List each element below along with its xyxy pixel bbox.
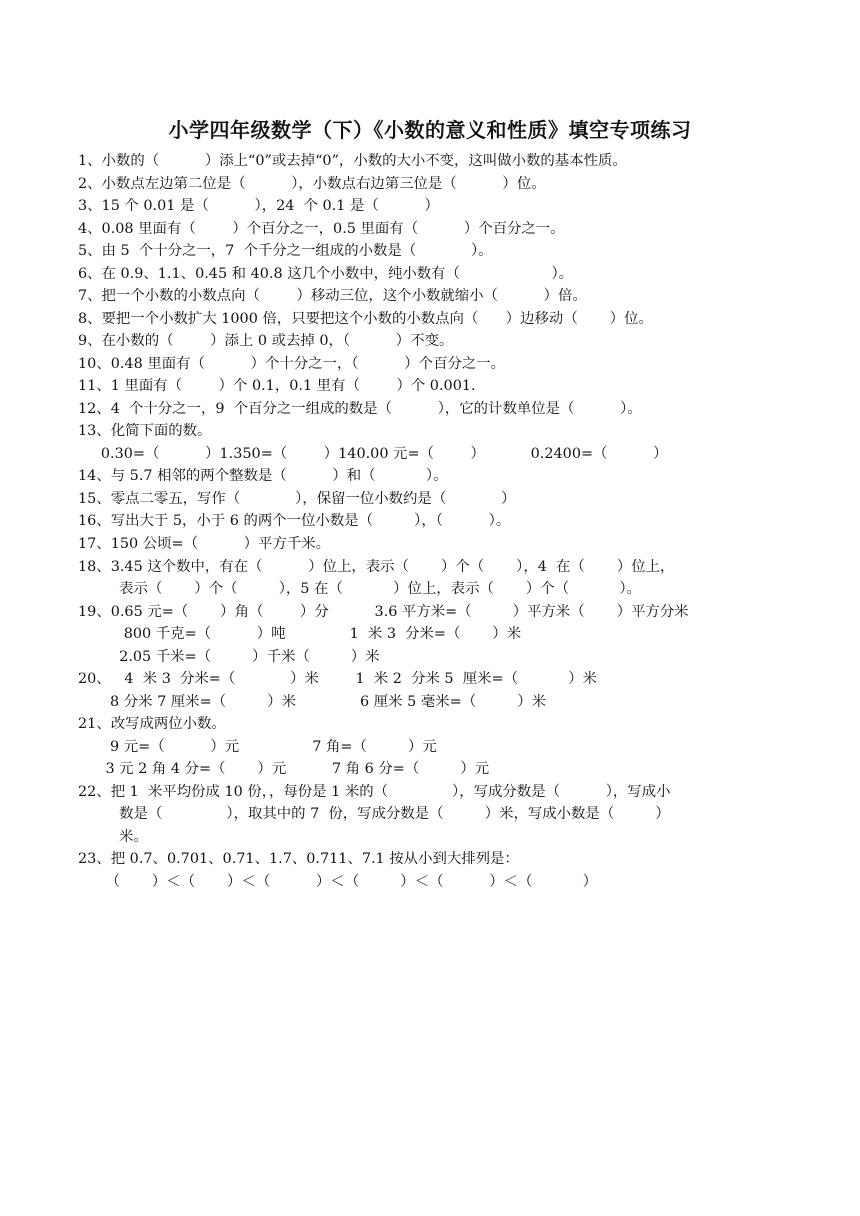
question-1: 1、小数的（ ）添上“0”或去掉“0”，小数的大小不变，这叫做小数的基本性质。 [78, 153, 627, 169]
question-13: 13、化简下面的数。 [78, 423, 212, 439]
page-title: 小学四年级数学（下）《小数的意义和性质》填空专项练习 [168, 118, 692, 142]
question-4: 4、0.08 里面有（ ）个百分之一，0.5 里面有（ ）个百分之一。 [78, 221, 565, 237]
question-17: 17、150 公顷=（ ）平方千米。 [78, 536, 331, 552]
question-18: 18、3.45 这个数中，有在（ ）位上，表示（ ）个（ ），4 在（ ）位上， [78, 559, 675, 575]
question-14: 14、与 5.7 相邻的两个整数是（ ）和（ ）。 [78, 468, 448, 484]
question-15: 15、零点二零五，写作（ ），保留一位小数约是（ ） [78, 491, 516, 507]
question-5: 5、由 5 个十分之一，7 个千分之一组成的小数是（ ）。 [78, 243, 493, 259]
question-19-row-2: 800 千克=（ ）吨 1 米 3 分米=（ ）米 [78, 626, 522, 642]
question-19: 19、0.65 元=（ ）角（ ）分 3.6 平方米=（ ）平方米（ ）平方分米 [78, 604, 689, 620]
question-3: 3、15 个 0.01 是（ ），24 个 0.1 是（ ） [78, 198, 439, 214]
question-21-row-2: 3 元 2 角 4 分=（ ）元 7 角 6 分=（ ）元 [78, 761, 490, 777]
question-23: 23、把 0.7、0.701、0.71、1.7、0.711、7.1 按从小到大排列是： [78, 851, 519, 867]
question-22-continued: 数是（ ），取其中的 7 份，写成分数是（ ）米，写成小数是（ ） [78, 806, 670, 822]
question-16: 16、写出大于 5，小于 6 的两个一位小数是（ ），（ ）。 [78, 513, 511, 529]
question-13-items: 0.30=（ ）1.350=（ ）140.00 元=（ ） 0.2400=（ ） [78, 446, 668, 462]
question-23-ordering: （ ）＜（ ）＜（ ）＜（ ）＜（ ）＜（ ） [78, 874, 598, 890]
question-19-row-3: 2.05 千米=（ ）千米（ ）米 [78, 649, 380, 665]
question-21-row-1: 9 元=（ ）元 7 角=（ ）元 [78, 739, 437, 755]
question-9: 9、在小数的（ ）添上 0 或去掉 0，（ ）不变。 [78, 333, 454, 349]
question-7: 7、把一个小数的小数点向（ ）移动三位，这个小数就缩小（ ）倍。 [78, 288, 587, 304]
question-21: 21、改写成两位小数。 [78, 716, 226, 732]
question-12: 12、4 个十分之一，9 个百分之一组成的数是（ ），它的计数单位是（ ）。 [78, 401, 642, 417]
question-20: 20、 4 米 3 分米=（ ）米 1 米 2 分米 5 厘米=（ ）米 [78, 671, 598, 687]
question-18-continued: 表示（ ）个（ ），5 在（ ）位上，表示（ ）个（ ）。 [78, 581, 641, 597]
question-10: 10、0.48 里面有（ ）个十分之一，（ ）个百分之一。 [78, 356, 506, 372]
question-22: 22、把 1 米平均份成 10 份，，每份是 1 米的（ ），写成分数是（ ），写成小 [78, 784, 671, 800]
question-2: 2、小数点左边第二位是（ ），小数点右边第三位是（ ）位。 [78, 176, 546, 192]
question-20-row-2: 8 分米 7 厘米=（ ）米 6 厘米 5 毫米=（ ）米 [78, 694, 547, 710]
question-22-end: 米。 [78, 829, 148, 845]
question-6: 6、在 0.9、1.1、0.45 和 40.8 这几个小数中，纯小数有（ ）。 [78, 266, 574, 282]
question-11: 11、1 里面有（ ）个 0.1，0.1 里有（ ）个 0.001. [78, 378, 476, 394]
question-8: 8、要把一个小数扩大 1000 倍，只要把这个小数的小数点向（ ）边移动（ ）位。 [78, 311, 653, 327]
